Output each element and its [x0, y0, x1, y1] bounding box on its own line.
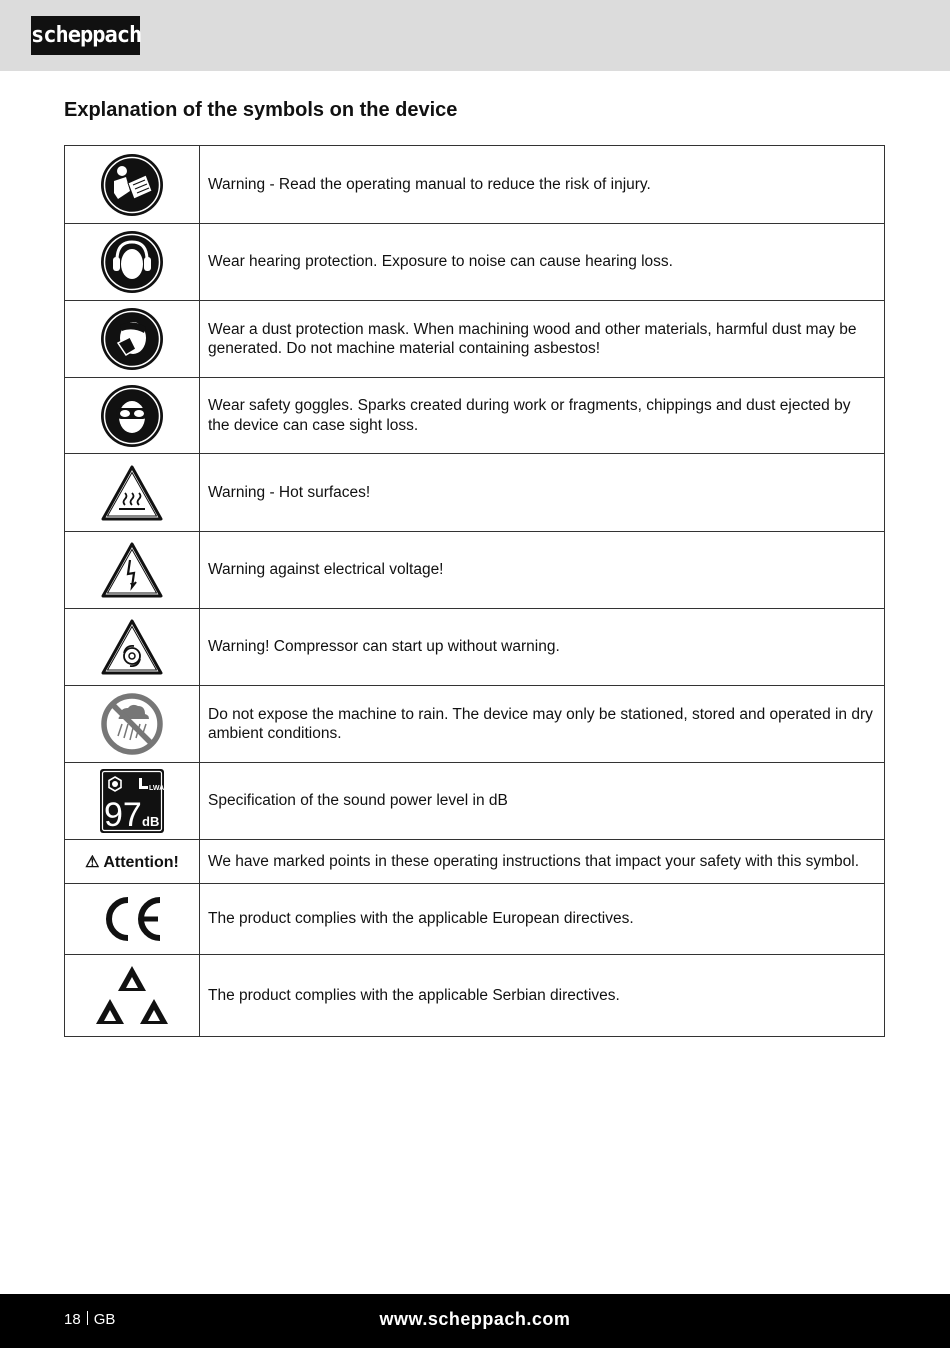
symbol-description: Do not expose the machine to rain. The device may only be stationed, stored and operated in dry ambient conditions.: [200, 686, 885, 763]
table-row: [65, 301, 885, 378]
ce-mark-icon: [98, 895, 166, 943]
table-row: [65, 884, 885, 955]
safety-goggles-icon: [100, 384, 164, 448]
table-row: [65, 763, 885, 840]
symbol-description: Warning - Read the operating manual to reduce the risk of injury.: [200, 146, 885, 224]
read-manual-icon: [100, 153, 164, 217]
symbol-description: Warning - Hot surfaces!: [200, 454, 885, 532]
sound-power-level-icon: [99, 768, 165, 834]
automatic-start-warning-icon: [99, 617, 165, 677]
symbol-description: Warning against electrical voltage!: [200, 532, 885, 609]
table-row: [65, 378, 885, 454]
hot-surface-warning-icon: [99, 463, 165, 523]
page-footer: [0, 1294, 950, 1348]
symbol-description: Warning! Compressor can start up without warning.: [200, 609, 885, 686]
svg-text:LWA: LWA: [149, 785, 165, 792]
scheppach-logo: scheppach: [31, 16, 140, 55]
symbol-description: The product complies with the applicable Serbian directives.: [200, 955, 885, 1037]
symbol-description: Wear safety goggles. Sparks created during work or fragments, chippings and dust ejected by the device can case sight loss.: [200, 378, 885, 454]
website-url: www.scheppach.com: [379, 1309, 571, 1329]
attention-label: ⚠ Attention!: [85, 853, 179, 871]
table-row: [65, 224, 885, 301]
symbol-description: Specification of the sound power level in dB: [200, 763, 885, 840]
page-header: [0, 0, 950, 71]
page-number: 18 GB: [64, 1311, 116, 1328]
svg-text:dB: dB: [142, 814, 160, 829]
electrical-voltage-warning-icon: [99, 540, 165, 600]
page-title: Explanation of the symbols on the device: [64, 99, 458, 121]
table-row: [65, 146, 885, 224]
serbian-mark-icon: [95, 963, 169, 1029]
symbol-description: The product complies with the applicable European directives.: [200, 884, 885, 955]
dust-mask-icon: [100, 307, 164, 371]
symbol-description: We have marked points in these operating instructions that impact your safety with this symbol.: [200, 840, 885, 884]
table-row: [65, 955, 885, 1037]
no-rain-icon: [100, 692, 164, 756]
table-row: [65, 532, 885, 609]
table-row: [65, 609, 885, 686]
hearing-protection-icon: [100, 230, 164, 294]
table-row: [65, 454, 885, 532]
symbol-description: Wear a dust protection mask. When machining wood and other materials, harmful dust may be generated. Do not machine material containing asbestos!: [200, 301, 885, 378]
table-row: [65, 840, 885, 884]
symbol-description: Wear hearing protection. Exposure to noise can cause hearing loss.: [200, 224, 885, 301]
svg-text:97: 97: [104, 796, 142, 834]
table-row: [65, 686, 885, 763]
symbols-table: [64, 145, 885, 1037]
